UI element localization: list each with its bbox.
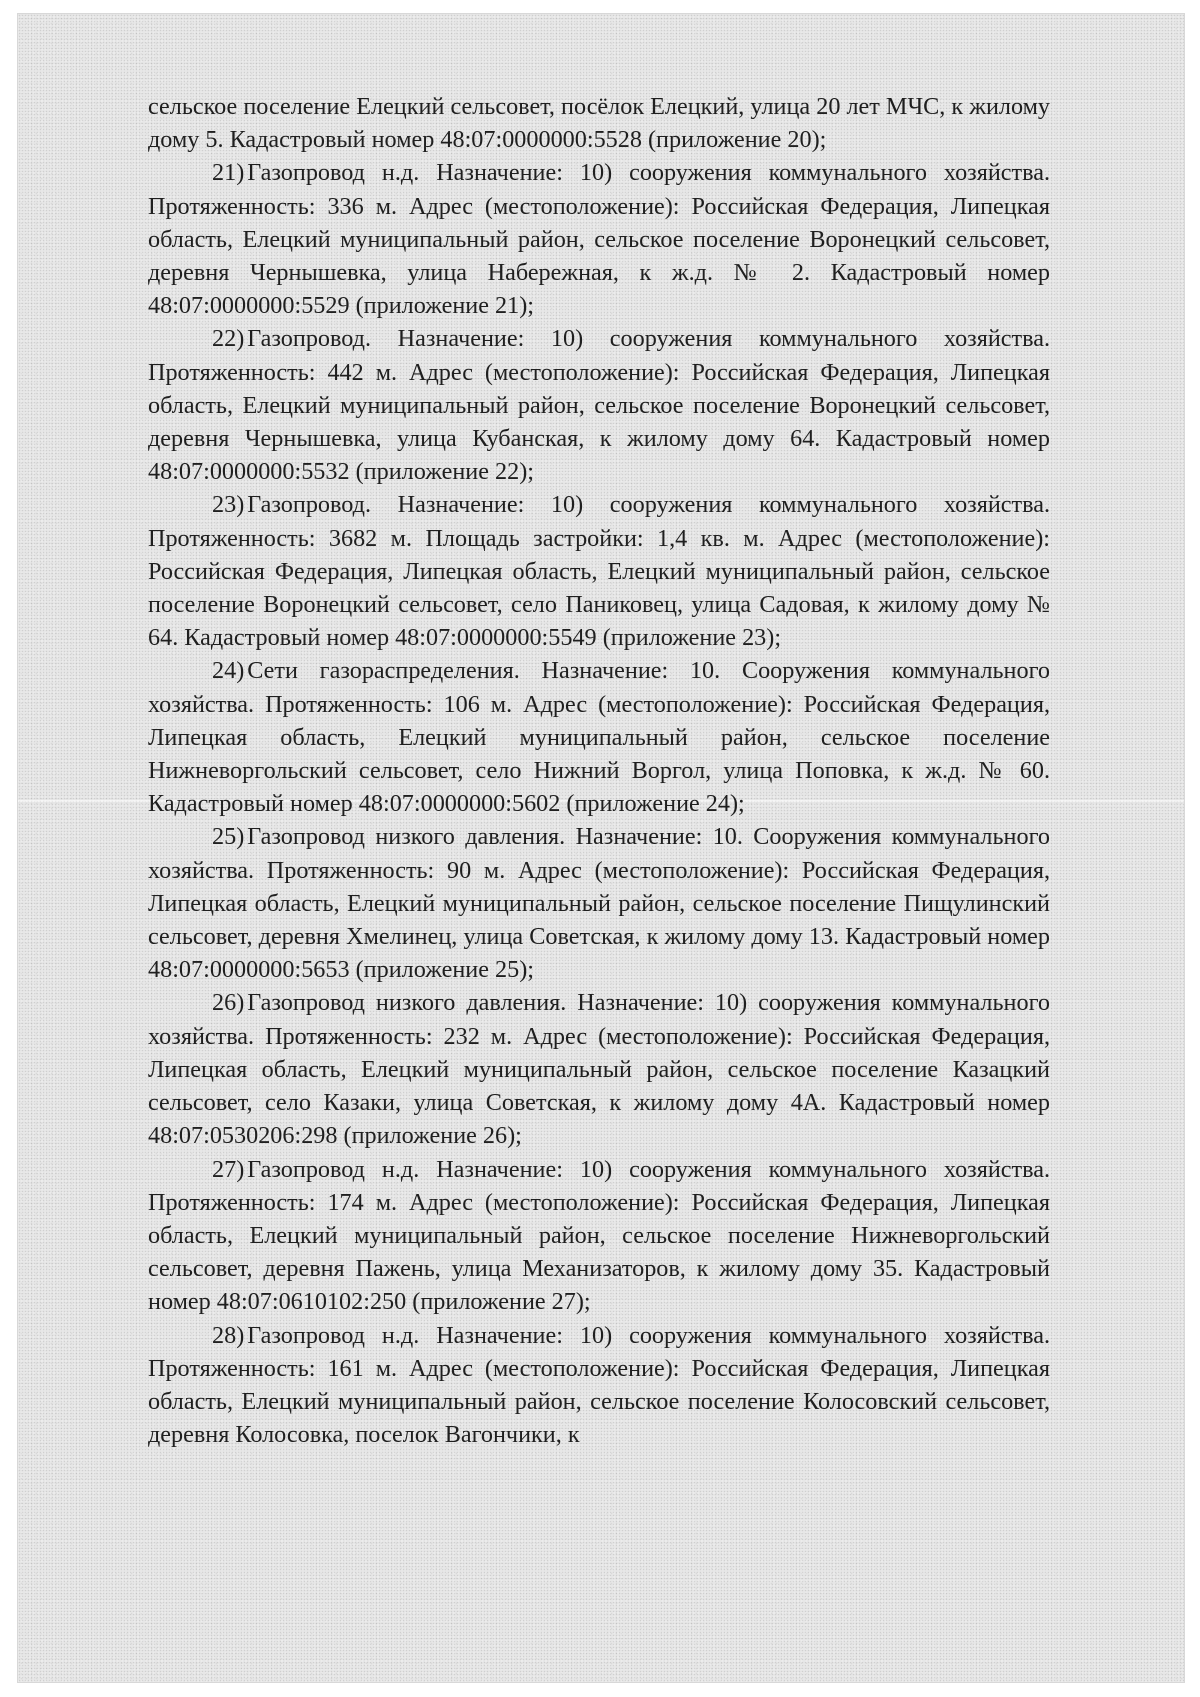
item-number: 21) bbox=[212, 159, 245, 187]
item-text: Газопровод н.д. Назначение: 10) сооружения коммунального хозяйства. Протяженность: 161 м. Адрес (местоположение): Российская Федерация, Липецкая область, Елецкий муниципальный район, сельское поселение Колосовский сельсовет, деревня Колосовка, поселок Вагончики, к bbox=[148, 1321, 1050, 1449]
item-text: Газопровод н.д. Назначение: 10) сооружения коммунального хозяйства. Протяженность: 174 м. Адрес (местоположение): Российская Федерация, Липецкая область, Елецкий муниципальный район, сельское поселение Нижневоргольский сельсовет, деревня Пажень, улица Механизаторов, к жилому дому 35. Кадастровый номер 48:07:0610102:250 (приложение 27); bbox=[148, 1155, 1050, 1316]
list-item-26 bbox=[148, 986, 1050, 1152]
item-number: 26) bbox=[212, 989, 245, 1017]
item-text: Газопровод. Назначение: 10) сооружения коммунального хозяйства. Протяженность: 3682 м. Площадь застройки: 1,4 кв. м. Адрес (местоположение): Российская Федерация, Липецкая область, Елецкий муниципальный район, сельское поселение Воронецкий сельсовет, село Паниковец, улица Садовая, к жилому дому № 64. Кадастровый номер 48:07:0000000:5549 (приложение 23); bbox=[148, 491, 1050, 652]
list-item-21 bbox=[148, 156, 1050, 322]
item-number: 25) bbox=[212, 823, 245, 851]
item-text: Газопровод низкого давления. Назначение: 10. Сооружения коммунального хозяйства. Протяженность: 90 м. Адрес (местоположение): Российская Федерация, Липецкая область, Елецкий муниципальный район, сельское поселение Пищулинский сельсовет, деревня Хмелинец, улица Советская, к жилому дому 13. Кадастровый номер 48:07:0000000:5653 (приложение 25); bbox=[148, 823, 1050, 984]
document-body bbox=[148, 90, 1050, 1451]
item-text: Газопровод низкого давления. Назначение: 10) сооружения коммунального хозяйства. Протяженность: 232 м. Адрес (местоположение): Российская Федерация, Липецкая область, Елецкий муниципальный район, сельское поселение Казацкий сельсовет, село Казаки, улица Советская, к жилому дому 4А. Кадастровый номер 48:07:0530206:298 (приложение 26); bbox=[148, 989, 1050, 1150]
item-number: 24) bbox=[212, 657, 245, 685]
item-text: Сети газораспределения. Назначение: 10. Сооружения коммунального хозяйства. Протяженность: 106 м. Адрес (местоположение): Российская Федерация, Липецкая область, Елецкий муниципальный район, сельское поселение Нижневоргольский сельсовет, село Нижний Воргол, улица Поповка, к ж.д. № 60. Кадастровый номер 48:07:0000000:5602 (приложение 24); bbox=[148, 657, 1050, 818]
item-number: 23) bbox=[212, 491, 245, 519]
item-number: 22) bbox=[212, 325, 245, 353]
item-text: Газопровод н.д. Назначение: 10) сооружения коммунального хозяйства. Протяженность: 336 м. Адрес (местоположение): Российская Федерация, Липецкая область, Елецкий муниципальный район, сельское поселение Воронецкий сельсовет, деревня Чернышевка, улица Набережная, к ж.д. № 2. Кадастровый номер 48:07:0000000:5529 (приложение 21); bbox=[148, 159, 1050, 320]
list-item-28 bbox=[148, 1319, 1050, 1452]
list-item-27 bbox=[148, 1153, 1050, 1319]
item-number: 27) bbox=[212, 1155, 245, 1183]
list-item-24 bbox=[148, 654, 1050, 820]
item-number: 28) bbox=[212, 1321, 245, 1349]
continuation-paragraph: сельское поселение Елецкий сельсовет, посёлок Елецкий, улица 20 лет МЧС, к жилому дому 5. Кадастровый номер 48:07:0000000:5528 (приложение 20); bbox=[148, 93, 1050, 154]
list-item-23 bbox=[148, 488, 1050, 654]
list-item-25 bbox=[148, 820, 1050, 986]
item-text: Газопровод. Назначение: 10) сооружения коммунального хозяйства. Протяженность: 442 м. Адрес (местоположение): Российская Федерация, Липецкая область, Елецкий муниципальный район, сельское поселение Воронецкий сельсовет, деревня Чернышевка, улица Кубанская, к жилому дому 64. Кадастровый номер 48:07:0000000:5532 (приложение 22); bbox=[148, 325, 1050, 486]
list-item-22 bbox=[148, 322, 1050, 488]
